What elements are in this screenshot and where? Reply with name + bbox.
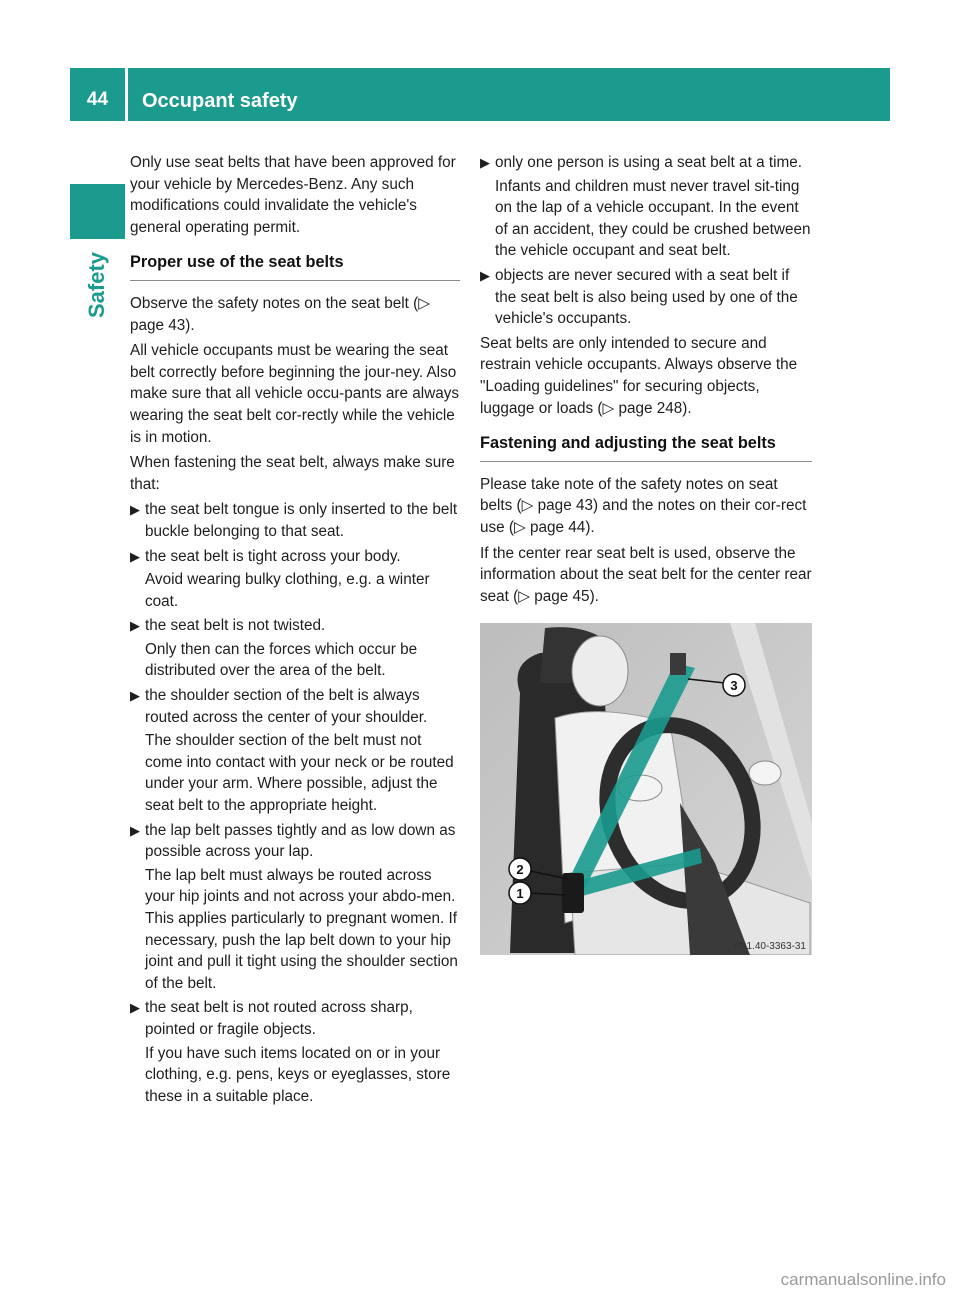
list-item-subtext: If you have such items located on or in your clothing, e.g. pens, keys or eyeglasses, store these in a suitable place. (145, 1044, 451, 1105)
paragraph-seat-belt-purpose: Seat belts are only intended to secure and restrain vehicle occupants. Always observe the "Loading guidelines" for securing objects, luggage or loads (▷ page 248). (480, 334, 798, 417)
list-item (130, 685, 460, 817)
bullet-icon: ▶ (480, 267, 490, 283)
bullet-icon: ▶ (130, 548, 140, 564)
paragraph-all-occupants: All vehicle occupants must be wearing the seat belt correctly before beginning the jour-ney. Also make sure that all vehicle occu-pants are always wearing the seat belt cor-rectly while the vehicle is in motion. (130, 342, 460, 446)
list-item (480, 152, 812, 262)
side-tab (70, 184, 125, 239)
section-title: Occupant safety (142, 90, 298, 112)
header-divider (125, 68, 128, 121)
list-item-subtext: Only then can the forces which occur be distributed over the area of the belt. (145, 640, 418, 680)
list-item (130, 820, 460, 995)
list-item-text: the seat belt is not twisted. (145, 617, 326, 635)
right-column (480, 152, 812, 955)
bullet-icon: ▶ (480, 155, 490, 170)
bullet-icon: ▶ (130, 1000, 140, 1016)
heading-proper-use: Proper use of the seat belts (130, 252, 460, 281)
list-item-text: objects are never secured with a seat belt if the seat belt is also being used by one of the vehicle's occupants. (495, 266, 798, 328)
list-item (130, 615, 460, 682)
callout-label-3: 3 (730, 678, 738, 694)
belt-guide (670, 653, 686, 675)
list-item-text: the lap belt passes tightly and as low down as possible across your lap. (145, 821, 456, 861)
callout-label-1: 1 (516, 886, 524, 902)
bullet-icon: ▶ (130, 688, 140, 704)
paragraph-center-rear: If the center rear seat belt is used, observe the information about the seat belt for the center rear seat (▷ page 45). (480, 544, 812, 605)
list-item (130, 997, 460, 1107)
right-hand (749, 761, 781, 785)
paragraph-fastening: When fastening the seat belt, always make sure that: (130, 454, 455, 493)
list-item-subtext: Avoid wearing bulky clothing, e.g. a winter coat. (145, 571, 430, 610)
figure-code: P91.40-3363-31 (734, 941, 806, 953)
seat-belt-illustration-svg (480, 623, 812, 955)
list-item-subtext: Infants and children must never travel sit-ting on the lap of a vehicle occupant. In the event of an accident, they could be crushed between the vehicle occupant and seat belt. (495, 177, 811, 260)
list-item (130, 546, 460, 613)
list-item-text: the seat belt is not routed across sharp, pointed or fragile objects. (145, 999, 413, 1038)
bullet-list-left (130, 499, 460, 1107)
side-chapter-label: Safety (84, 251, 109, 318)
intro-paragraph: Only use seat belts that have been approved for your vehicle by Mercedes-Benz. Any such modifications could invalidate the vehicle's general operating permit. (130, 154, 456, 236)
list-item (480, 265, 812, 330)
bullet-list-right (480, 152, 812, 330)
left-column (130, 152, 460, 1110)
list-item-text: the seat belt tongue is only inserted to the belt buckle belonging to that seat. (145, 501, 458, 540)
paragraph-safety-notes: Observe the safety notes on the seat belt (▷ page 43). (130, 294, 431, 334)
seat-belt-illustration (480, 623, 812, 955)
list-item-text: only one person is using a seat belt at a time. (495, 154, 802, 171)
bullet-icon: ▶ (130, 618, 140, 634)
paragraph-take-note: Please take note of the safety notes on seat belts (▷ page 43) and the notes on their cor-rect use (▷ page 44). (480, 475, 807, 536)
occupant-head (572, 636, 628, 706)
list-item (130, 499, 460, 542)
bullet-icon: ▶ (130, 502, 140, 518)
page-number: 44 (86, 89, 109, 110)
callout-label-2: 2 (516, 862, 524, 878)
footer-watermark: carmanualsonline.info (780, 1270, 946, 1289)
list-item-subtext: The shoulder section of the belt must not come into contact with your neck or be routed under your arm. Where possible, adjust the seat belt to the appropriate height. (145, 732, 454, 815)
list-item-text: the seat belt is tight across your body. (145, 547, 401, 565)
heading-fastening-adjusting: Fastening and adjusting the seat belts (480, 433, 812, 462)
bullet-icon: ▶ (130, 822, 140, 838)
list-item-text: the shoulder section of the belt is always routed across the center of your shoulder. (145, 687, 428, 726)
header-bar (70, 68, 890, 121)
list-item-subtext: The lap belt must always be routed across your hip joints and not across your abdo-men. This applies particularly to pregnant women. If necessary, push the lap belt down to your hip joint and pull it tight using the shoulder section of the belt. (145, 866, 458, 992)
